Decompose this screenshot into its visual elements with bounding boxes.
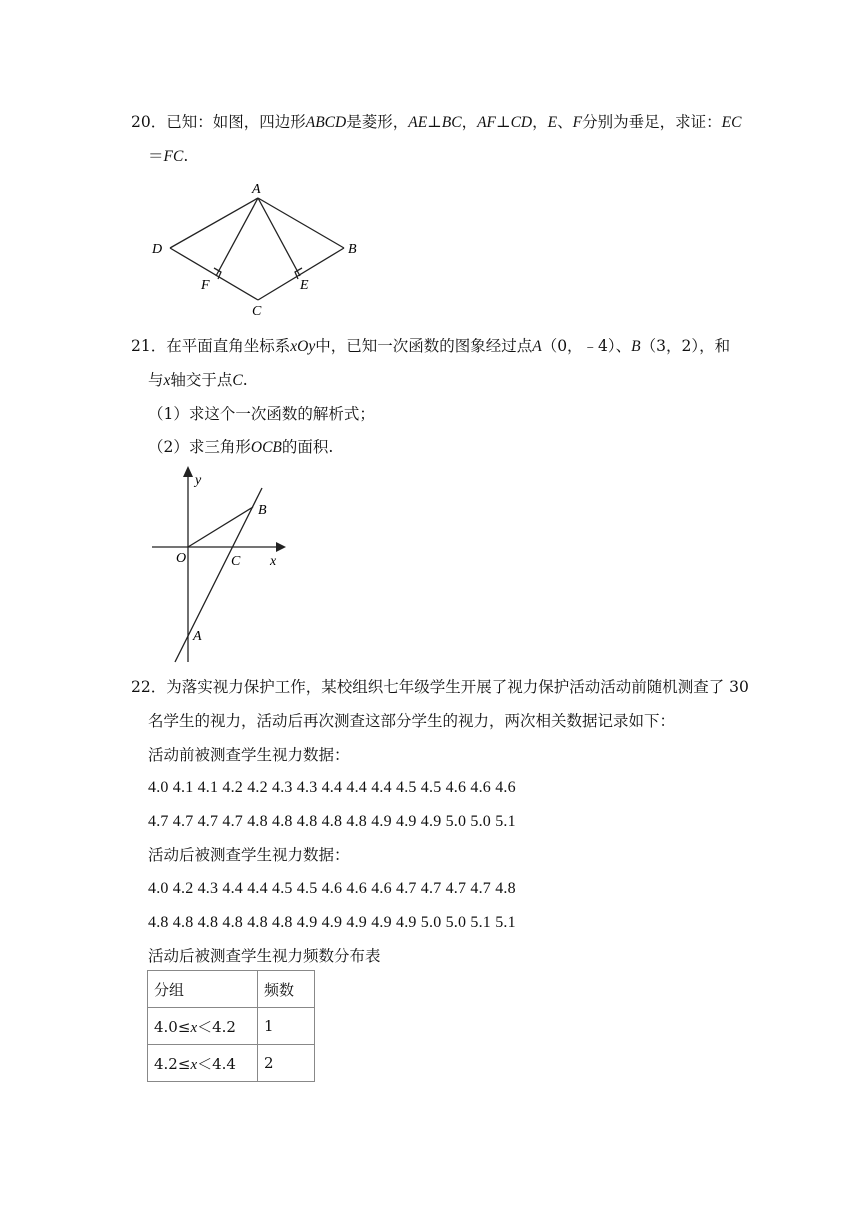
q21-text: 的面积. [281,438,334,456]
q20-line2 [148,146,188,167]
q22-table-title: 活动后被测查学生视力频数分布表 [148,947,381,965]
q21-math: C [232,372,243,389]
q22-after-label: 活动后被测查学生视力数据： [148,846,350,864]
label-a: A [193,629,202,644]
q20-math: BC [441,114,462,131]
label-f: F [201,278,210,293]
q20-math: ABCD [305,114,347,131]
q20-text: 分别为垂足，求证： [582,113,722,131]
q21-math: B [631,338,641,355]
q22-before-row2: 4.7 4.7 4.7 4.7 4.8 4.8 4.8 4.8 4.8 4.9 4.9 4.9 5.0 5.0 5.1 [148,813,516,830]
q21-math: OCB [250,439,282,456]
q21-text: 轴交于点 [170,371,233,389]
q21-text: 与 [148,371,164,389]
table-cell-group [148,1008,258,1045]
q22-number: 22． [131,678,167,696]
q20-math: EC [721,114,742,131]
q21-text: （3，2），和 [640,337,731,355]
q22-before-row1: 4.0 4.1 4.1 4.2 4.2 4.3 4.3 4.4 4.4 4.4 4.5 4.5 4.6 4.6 4.6 [148,779,516,796]
q22-before-label: 活动前被测查学生视力数据： [148,746,350,764]
q21-line1 [131,336,730,357]
label-e: E [300,278,309,293]
label-d: D [152,242,163,257]
label-o: O [176,551,187,566]
q20-math: AF [477,114,497,131]
label-b: B [348,242,357,257]
q20-text: 是菱形， [346,113,409,131]
range-low: 4.0≤ [154,1017,191,1036]
label-c: C [252,304,262,316]
range-var: x [190,1019,198,1036]
table-cell-count: 1 [258,1008,315,1045]
segment-ob [188,507,253,547]
table-header-cell: 频数 [258,971,315,1008]
label-c: C [231,554,241,569]
q21-math: A [532,338,542,355]
table-cell-group [148,1045,258,1082]
label-b: B [258,503,267,518]
q20-text: 已知：如图，四边形 [166,113,306,131]
q20-math: AE [408,114,428,131]
label-x: x [270,554,277,569]
table-cell-count: 2 [258,1045,315,1082]
q20-text: . [183,147,189,165]
q20-rhombus-figure [140,176,380,316]
q21-coordinate-figure [140,466,310,666]
x-axis-arrow [276,542,286,552]
q20-text: ， [532,113,548,131]
frequency-table [147,970,315,1082]
q20-symbol: ⊥ [427,113,442,131]
q22-after-row2: 4.8 4.8 4.8 4.8 4.8 4.8 4.9 4.9 4.9 4.9 4.9 5.0 5.0 5.1 5.1 [148,914,516,931]
range-high: ＜4.4 [197,1054,236,1073]
q20-math: F [572,114,583,131]
label-a: A [252,182,261,197]
q20-number: 20． [131,113,167,131]
q20-text: ， [461,113,478,131]
table-header-row [148,971,315,1008]
q21-text: . [242,371,248,389]
q21-sub2 [148,437,333,458]
label-y: y [195,473,202,488]
q20-math: E [547,114,558,131]
rhombus-edge-cd [170,248,258,300]
q21-text: 中，已知一次函数的图象经过点 [315,337,533,355]
q21-number: 21． [131,337,167,355]
table-header-cell: 分组 [148,971,258,1008]
q21-line2 [148,370,248,391]
q20-line1 [131,112,741,133]
range-low: 4.2≤ [154,1054,191,1073]
q20-math: FC [163,148,184,165]
q22-text: 为落实视力保护工作，某校组织七年级学生开展了视力保护活动活动前随机测查了 30 [166,678,749,696]
q21-math: xOy [290,338,316,355]
q22-line1 [131,677,749,697]
q22-after-row1: 4.0 4.2 4.3 4.4 4.4 4.5 4.5 4.6 4.6 4.6 4.7 4.7 4.7 4.7 4.8 [148,880,516,897]
q21-text: 在平面直角坐标系 [166,337,291,355]
table-row [148,1008,315,1045]
q21-text: （2）求三角形 [148,438,251,456]
y-axis-arrow [183,466,193,477]
range-high: ＜4.2 [197,1017,236,1036]
q21-sub1: （1）求这个一次函数的解析式； [148,405,375,423]
q20-math: CD [510,114,533,131]
q20-symbol: ⊥ [496,113,511,131]
range-var: x [190,1056,198,1073]
q21-math: x [163,372,171,389]
table-row [148,1045,315,1082]
q20-symbol: ＝ [148,147,164,165]
q20-text: 、 [557,113,573,131]
q22-line2: 名学生的视力，活动后再次测查这部分学生的视力，两次相关数据记录如下： [148,712,676,730]
q21-text: （0，﹣4）、 [541,337,632,355]
